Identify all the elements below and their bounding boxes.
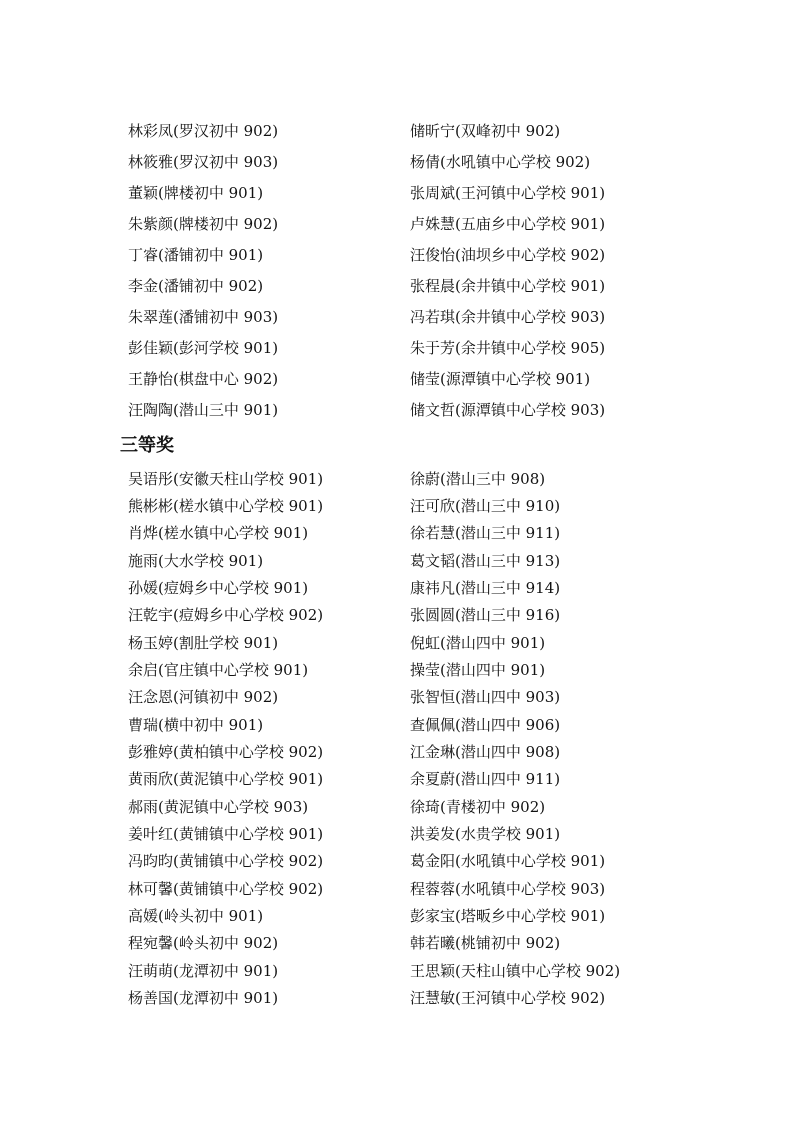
winner-right: 徐琦(青楼初中 902) — [410, 798, 546, 816]
winner-left: 姜叶红(黄铺镇中心学校 901) — [128, 825, 324, 843]
winner-right: 徐蔚(潜山三中 908) — [410, 470, 546, 488]
list-row — [0, 150, 800, 174]
list-row — [0, 494, 800, 518]
winner-right: 卢姝慧(五庙乡中心学校 901) — [410, 215, 606, 233]
winner-left: 黄雨欣(黄泥镇中心学校 901) — [128, 770, 324, 788]
winner-right: 储莹(源潭镇中心学校 901) — [410, 370, 591, 388]
winner-right: 王思颖(天柱山镇中心学校 902) — [410, 962, 621, 980]
winner-left: 朱翠莲(潘铺初中 903) — [128, 308, 279, 326]
list-row — [0, 243, 800, 267]
winner-right: 张智恒(潜山四中 903) — [410, 688, 561, 706]
winner-right: 汪慧敏(王河镇中心学校 902) — [410, 989, 606, 1007]
list-row — [0, 767, 800, 791]
winner-left: 吴语彤(安徽天柱山学校 901) — [128, 470, 324, 488]
winner-right: 朱于芳(余井镇中心学校 905) — [410, 339, 606, 357]
winner-right: 江金琳(潜山四中 908) — [410, 743, 561, 761]
list-row — [0, 305, 800, 329]
winner-left: 王静怡(棋盘中心 902) — [128, 370, 279, 388]
winner-right: 洪姜发(水贵学校 901) — [410, 825, 561, 843]
list-row — [0, 603, 800, 627]
winner-left: 孙媛(痘姆乡中心学校 901) — [128, 579, 309, 597]
winner-left: 高媛(岭头初中 901) — [128, 907, 264, 925]
winner-left: 汪萌萌(龙潭初中 901) — [128, 962, 279, 980]
winner-right: 葛文韬(潜山三中 913) — [410, 552, 561, 570]
winner-left: 杨玉婷(割肚学校 901) — [128, 634, 279, 652]
winner-right: 查佩佩(潜山四中 906) — [410, 716, 561, 734]
list-row — [0, 931, 800, 955]
winner-right: 倪虹(潜山四中 901) — [410, 634, 546, 652]
winner-right: 储昕宁(双峰初中 902) — [410, 122, 561, 140]
list-row — [0, 467, 800, 491]
list-row — [0, 713, 800, 737]
winner-left: 郝雨(黄泥镇中心学校 903) — [128, 798, 309, 816]
winner-left: 施雨(大水学校 901) — [128, 552, 264, 570]
winner-right: 冯若琪(余井镇中心学校 903) — [410, 308, 606, 326]
winner-right: 余夏蔚(潜山四中 911) — [410, 770, 561, 788]
winner-left: 林筱雅(罗汉初中 903) — [128, 153, 279, 171]
list-row — [0, 336, 800, 360]
list-row — [0, 181, 800, 205]
winner-right: 汪可欣(潜山三中 910) — [410, 497, 561, 515]
winner-left: 朱紫颜(牌楼初中 902) — [128, 215, 279, 233]
winner-right: 韩若曦(桃铺初中 902) — [410, 934, 561, 952]
winner-right: 程蓉蓉(水吼镇中心学校 903) — [410, 880, 606, 898]
winner-left: 杨善国(龙潭初中 901) — [128, 989, 279, 1007]
list-row — [0, 685, 800, 709]
winner-right: 张圆圆(潜山三中 916) — [410, 606, 561, 624]
winner-left: 程宛馨(岭头初中 902) — [128, 934, 279, 952]
winner-left: 肖烨(槎水镇中心学校 901) — [128, 524, 309, 542]
winner-left: 林可馨(黄铺镇中心学校 902) — [128, 880, 324, 898]
winner-right: 汪俊怡(油坝乡中心学校 902) — [410, 246, 606, 264]
winner-left: 汪念恩(河镇初中 902) — [128, 688, 279, 706]
list-row — [0, 959, 800, 983]
winner-left: 彭佳颖(彭河学校 901) — [128, 339, 279, 357]
list-row — [0, 398, 800, 422]
winner-right: 张周斌(王河镇中心学校 901) — [410, 184, 606, 202]
winner-right: 储文哲(源潭镇中心学校 903) — [410, 401, 606, 419]
list-row — [0, 274, 800, 298]
winner-right: 杨倩(水吼镇中心学校 902) — [410, 153, 591, 171]
winner-right: 康祎凡(潜山三中 914) — [410, 579, 561, 597]
winner-left: 李金(潘铺初中 902) — [128, 277, 264, 295]
winner-left: 冯昀昀(黄铺镇中心学校 902) — [128, 852, 324, 870]
winner-left: 曹瑞(横中初中 901) — [128, 716, 264, 734]
list-row — [0, 877, 800, 901]
winner-right: 徐若慧(潜山三中 911) — [410, 524, 561, 542]
list-row — [0, 212, 800, 236]
list-row — [0, 740, 800, 764]
winner-left: 熊彬彬(槎水镇中心学校 901) — [128, 497, 324, 515]
winner-right: 彭家宝(塔畈乡中心学校 901) — [410, 907, 606, 925]
winner-left: 林彩凤(罗汉初中 902) — [128, 122, 279, 140]
list-row — [0, 576, 800, 600]
list-row — [0, 521, 800, 545]
list-row — [0, 822, 800, 846]
winner-left: 汪乾宇(痘姆乡中心学校 902) — [128, 606, 324, 624]
winner-right: 操莹(潜山四中 901) — [410, 661, 546, 679]
winner-right: 张程晨(余井镇中心学校 901) — [410, 277, 606, 295]
third-prize-list — [0, 467, 800, 1027]
second-prize-list-continued — [0, 119, 800, 429]
list-row — [0, 631, 800, 655]
winner-left: 董颖(牌楼初中 901) — [128, 184, 264, 202]
list-row — [0, 795, 800, 819]
list-row — [0, 549, 800, 573]
list-row — [0, 367, 800, 391]
winner-left: 彭雅婷(黄柏镇中心学校 902) — [128, 743, 324, 761]
list-row — [0, 904, 800, 928]
list-row — [0, 849, 800, 873]
third-prize-heading: 三等奖 — [120, 435, 174, 456]
winner-right: 葛金阳(水吼镇中心学校 901) — [410, 852, 606, 870]
list-row — [0, 658, 800, 682]
winner-left: 汪陶陶(潜山三中 901) — [128, 401, 279, 419]
winner-left: 余启(官庄镇中心学校 901) — [128, 661, 309, 679]
winner-left: 丁睿(潘铺初中 901) — [128, 246, 264, 264]
list-row — [0, 986, 800, 1010]
list-row — [0, 119, 800, 143]
